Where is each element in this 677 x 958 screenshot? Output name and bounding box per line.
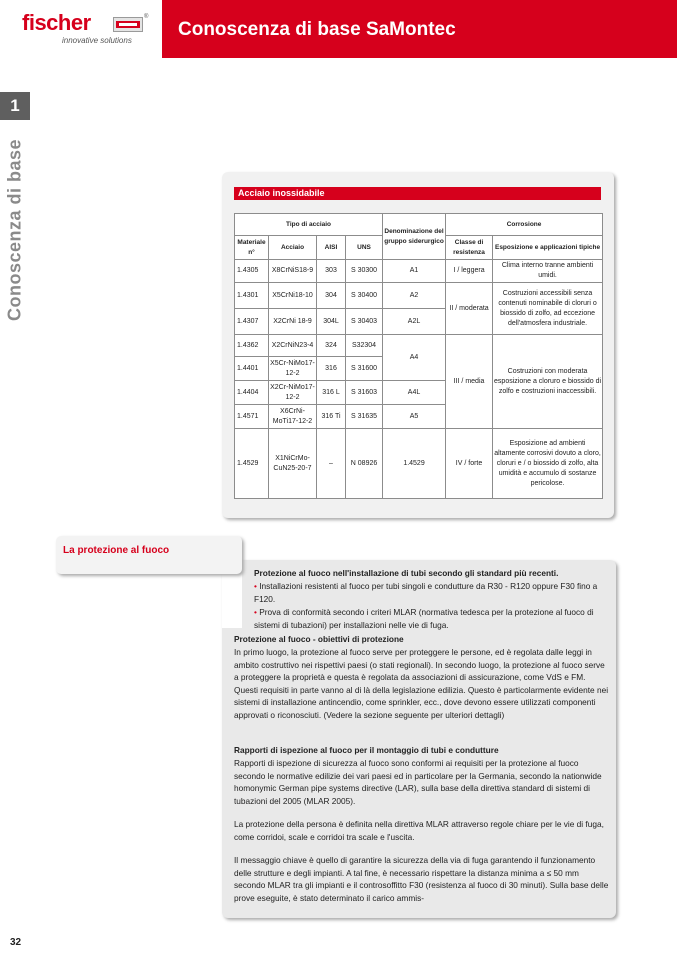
cell-aisi: 303 [317, 260, 346, 283]
fire-bullet-text: Installazioni resistenti al fuoco per tubi singoli e condutture da R30 - R120 oppure F30 fino a F120. [254, 581, 598, 604]
stainless-steel-panel [222, 172, 614, 518]
header-tipo: Tipo di acciaio [235, 214, 383, 236]
cell-materiale: 1.4529 [235, 429, 269, 499]
cell-gruppo: 1.4529 [383, 429, 446, 499]
cell-classe: IV / forte [446, 429, 493, 499]
cell-acciaio: X8CrNiS18-9 [269, 260, 317, 283]
cell-classe: III / media [446, 335, 493, 429]
header-aisi: AISI [317, 236, 346, 260]
cell-acciaio: X2CrNi 18-9 [269, 309, 317, 335]
cell-esposizione: Costruzioni con moderata esposizione a cloruro e biossido di zolfo e costruzioni inaccessibili. [493, 335, 603, 429]
fire-reports-heading [234, 744, 610, 757]
fire-key-message-text: Il messaggio chiave è quello di garantire la sicurezza della via di fuga garantendo il funzionamento delle strutture e degli impianti. A tal fine, è necessario rispettare la distanza minima a ≤ 50 mm secondo MLAR tra gli impianti e il controsoffitto F30 (resistenza al fuoco di 30 minuti). Sulla base delle prove eseguite, è stato determinato il carico ammis- [234, 855, 609, 903]
stainless-steel-title: Acciaio inossidabile [234, 187, 601, 200]
brand-logo [22, 8, 157, 52]
cell-materiale: 1.4401 [235, 357, 269, 381]
fire-protection-panel [222, 560, 616, 918]
cell-aisi: 324 [317, 335, 346, 357]
header-denominazione: Denominazione del gruppo siderurgico [383, 214, 446, 260]
brand-tagline: innovative solutions [62, 36, 132, 45]
cell-gruppo: A4 [383, 335, 446, 381]
header-esposizione: Esposizione e applicazioni tipiche [493, 236, 603, 260]
cell-acciaio: X2CrNiN23-4 [269, 335, 317, 357]
chapter-label [3, 130, 27, 330]
cell-aisi: 316 [317, 357, 346, 381]
cell-uns: S32304 [346, 335, 383, 357]
page-number: 32 [10, 937, 22, 948]
fire-reports-heading-text: Rapporti di ispezione al fuoco per il montaggio di tubi e condutture [234, 745, 499, 755]
cell-uns: S 30400 [346, 283, 383, 309]
cell-aisi: 304L [317, 309, 346, 335]
bullet-icon: • [254, 607, 257, 617]
table-row [235, 335, 603, 357]
fire-bullet [254, 580, 610, 605]
cell-materiale: 1.4571 [235, 405, 269, 429]
fire-protection-tab-label: La protezione al fuoco [63, 545, 170, 556]
header-classe: Classe di resistenza [446, 236, 493, 260]
cell-materiale: 1.4404 [235, 381, 269, 405]
cell-aisi: 316 Ti [317, 405, 346, 429]
stainless-steel-table [234, 213, 603, 499]
table-row [235, 429, 603, 499]
fire-intro-title-text: Protezione al fuoco nell'installazione di tubi secondo gli standard più recenti. [254, 568, 559, 578]
cell-uns: S 30403 [346, 309, 383, 335]
table-row [235, 283, 603, 309]
cell-gruppo: A4L [383, 381, 446, 405]
cell-uns: N 08926 [346, 429, 383, 499]
header-bar [162, 0, 677, 58]
cell-materiale: 1.4362 [235, 335, 269, 357]
fire-persons-text: La protezione della persona è definita nella direttiva MLAR attraverso regole chiare per le vie di fuga, come corridoi, scale e corridoi tra scale e l'uscita. [234, 819, 604, 842]
chapter-number: 1 [0, 92, 30, 120]
cell-uns: S 30300 [346, 260, 383, 283]
fire-objectives-heading-text: Protezione al fuoco - obiettivi di protezione [234, 634, 404, 644]
header-acciaio: Acciaio [269, 236, 317, 260]
cell-esposizione: Esposizione ad ambienti altamente corrosivi dovuto a cloro, cloruri e / o biossido di zolfo, alta umidità e accumulo di sostanze pericolose. [493, 429, 603, 499]
table-row [235, 260, 603, 283]
cell-uns: S 31603 [346, 381, 383, 405]
header-corrosione: Corrosione [446, 214, 603, 236]
page-title: Conoscenza di base SaMontec [178, 19, 456, 40]
cell-acciaio: X2Cr-NiMo17-12-2 [269, 381, 317, 405]
cell-acciaio: X5Cr-NiMo17-12-2 [269, 357, 317, 381]
fire-bullet [254, 606, 610, 631]
cell-classe: I / leggera [446, 260, 493, 283]
cell-aisi: – [317, 429, 346, 499]
cell-gruppo: A5 [383, 405, 446, 429]
brand-name: fischer [22, 10, 91, 35]
cell-materiale: 1.4301 [235, 283, 269, 309]
cell-uns: S 31635 [346, 405, 383, 429]
fire-bullet-text: Prova di conformità secondo i criteri MLAR (normativa tedesca per la protezione al fuoco di sistemi di tubazioni) per installazioni nelle vie di fuga. [254, 607, 594, 630]
cell-acciaio: X1NiCrMo-CuN25-20-7 [269, 429, 317, 499]
cell-gruppo: A2 [383, 283, 446, 309]
cell-gruppo: A2L [383, 309, 446, 335]
cell-materiale: 1.4307 [235, 309, 269, 335]
cell-esposizione: Clima interno tranne ambienti umidi. [493, 260, 603, 283]
cell-esposizione: Costruzioni accessibili senza contenuti nominabile di cloruri o biossido di zolfo, ad eccezione dell'atmosfera industriale. [493, 283, 603, 335]
cell-acciaio: X6CrNi-MoTi17-12-2 [269, 405, 317, 429]
bullet-icon: • [254, 581, 257, 591]
cell-classe: II / moderata [446, 283, 493, 335]
registered-mark: ® [144, 14, 149, 20]
cell-aisi: 304 [317, 283, 346, 309]
fire-objectives-text: In primo luogo, la protezione al fuoco serve per proteggere le persone, ed è regolata dalle leggi in ambito costruttivo nei rispettivi paesi (o stati regionali). In secondo luogo, la protezione al fuoco serve a proteggere la proprietà e questa è regolata da associazioni di assicurazione, come VdS e FM. Questi requisiti in parte vanno al di là della legislazione edilizia. Questo è particolarmente evidente nei sistemi di installazione antincendio, come sprinkler, ecc., dove devono essere utilizzati componenti approvati o riconosciuti. (Vedere la sezione seguente per ulteriori dettagli) [234, 647, 609, 720]
fire-intro-title [254, 567, 610, 580]
chapter-label-text: Conoscenza di base [4, 138, 25, 322]
cell-aisi: 316 L [317, 381, 346, 405]
header-uns: UNS [346, 236, 383, 260]
fire-objectives-heading [234, 633, 610, 646]
fire-reports-text: Rapporti di ispezione di sicurezza al fuoco sono conformi ai requisiti per la protezione al fuoco secondo le normative edilizie dei vari paesi ed in particolare per la Germania, secondo la nationwide homonymic German pipe systems directive (LAR), sulla base della direttiva standard di sistemi di tubazioni del 2005 (MLAR 2005). [234, 758, 602, 806]
fire-protection-tab [56, 536, 242, 574]
cell-materiale: 1.4305 [235, 260, 269, 283]
cell-acciaio: X5CrNi18-10 [269, 283, 317, 309]
cell-uns: S 31600 [346, 357, 383, 381]
cell-gruppo: A1 [383, 260, 446, 283]
header-materiale: Materiale n° [235, 236, 269, 260]
brand-emblem-icon [113, 17, 143, 32]
